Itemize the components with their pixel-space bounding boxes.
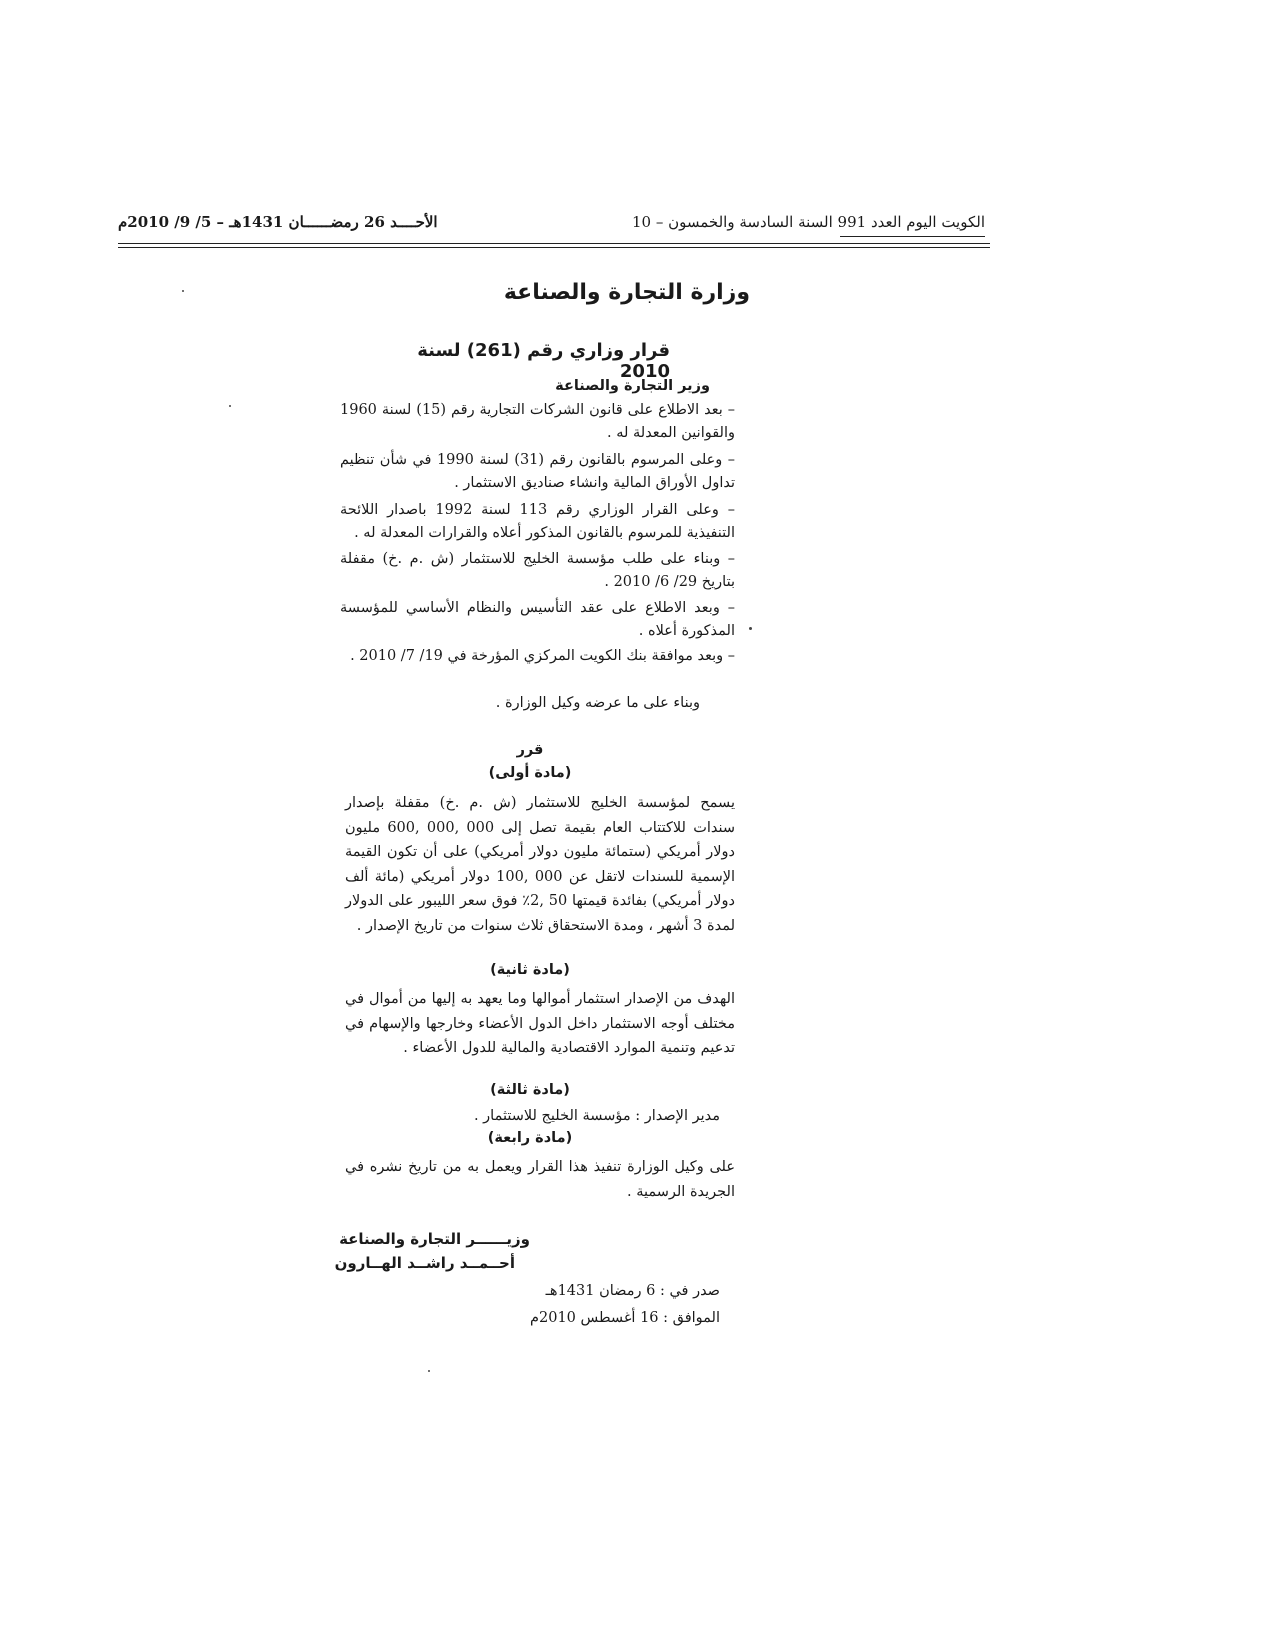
preamble-item: – وبناء على طلب مؤسسة الخليج للاستثمار (ش .م .خ) مقفلة بتاريخ 29/ 6/ 2010 . (340, 551, 735, 590)
gazette-issue-header: الكويت اليوم العدد 991 السنة السادسة والخمسون – 10 (631, 213, 985, 231)
issue-date-hijri: صدر في : 6 رمضان 1431هـ (545, 1283, 720, 1299)
scan-speck (229, 405, 231, 407)
ministry-name: وزارة التجارة والصناعة (503, 280, 750, 305)
article-4-text: على وكيل الوزارة تنفيذ هذا القرار ويعمل به من تاريخ نشره في الجريدة الرسمية . (345, 1159, 735, 1200)
preamble-item: – بعد الاطلاع على قانون الشركات التجارية رقم (15) لسنة 1960 والقوانين المعدلة له . (340, 402, 735, 441)
preamble-item: – وعلى المرسوم بالقانون رقم (31) لسنة 1990 في شأن تنظيم تداول الأوراق المالية وانشاء صناديق الاستثمار . (340, 452, 735, 491)
minister-heading: وزير التجارة والصناعة (555, 378, 710, 394)
preamble-item: – وبعد موافقة بنك الكويت المركزي المؤرخة في 19/ 7/ 2010 . (350, 648, 735, 664)
article-2-heading: (مادة ثانية) (490, 962, 570, 978)
decree-title: قرار وزاري رقم (261) لسنة 2010 (417, 340, 670, 382)
article-4-heading: (مادة رابعة) (487, 1130, 573, 1146)
article-2-text: الهدف من الإصدار استثمار أموالها وما يعهد به إليها من أموال في مختلف أوجه الاستثمار داخل الدول الأعضاء وخارجها والإسهام في تدعيم وتنمية الموارد الاقتصادية والمالية للدول الأعضاء . (345, 991, 735, 1056)
preamble-closing: وبناء على ما عرضه وكيل الوزارة . (495, 695, 700, 711)
preamble-item: – وعلى القرار الوزاري رقم 113 لسنة 1992 باصدار اللائحة التنفيذية للمرسوم بالقانون المذكور أعلاه والقرارات المعدلة له . (340, 502, 735, 541)
scan-speck (749, 627, 752, 630)
scan-speck (428, 1370, 430, 1372)
signature-name: أحــمــد راشــد الهــارون (334, 1254, 515, 1272)
decided-heading: قرر (516, 742, 544, 758)
header-rule-right (840, 236, 985, 237)
header-rule-double (118, 247, 990, 248)
signature-title: وزيــــــر التجارة والصناعة (339, 1230, 530, 1248)
article-1-heading: (مادة أولى) (488, 765, 572, 781)
article-3-text: مدير الإصدار : مؤسسة الخليج للاستثمار . (473, 1108, 720, 1124)
scan-speck (182, 290, 184, 292)
preamble-item: – وبعد الاطلاع على عقد التأسيس والنظام الأساسي للمؤسسة المذكورة أعلاه . (340, 600, 735, 639)
article-1-text: يسمح لمؤسسة الخليج للاستثمار (ش .م .خ) مقفلة بإصدار سندات للاكتتاب العام بقيمة تصل إلى 000 ,000 ,600 مليون دولار أمريكي (ستمائة مليون دولار أمريكي) على أن تكون القيمة الإسمية للسندات لاتقل عن 000 ,100 دولار أمريكي (مائة ألف دولار أمريكي) بفائدة قيمتها 50 ,2٪ فوق سعر الليبور على الدولار لمدة 3 أشهر ، ومدة الاستحقاق ثلاث سنوات من تاريخ الإصدار . (345, 795, 736, 934)
gazette-date-header: الأحــــد 26 رمضــــــان 1431هـ – 5/ 9/ 2010م (118, 213, 438, 231)
issue-date-gregorian: الموافق : 16 أغسطس 2010م (530, 1310, 720, 1326)
header-rule (118, 243, 990, 244)
article-3-heading: (مادة ثالثة) (490, 1082, 570, 1098)
